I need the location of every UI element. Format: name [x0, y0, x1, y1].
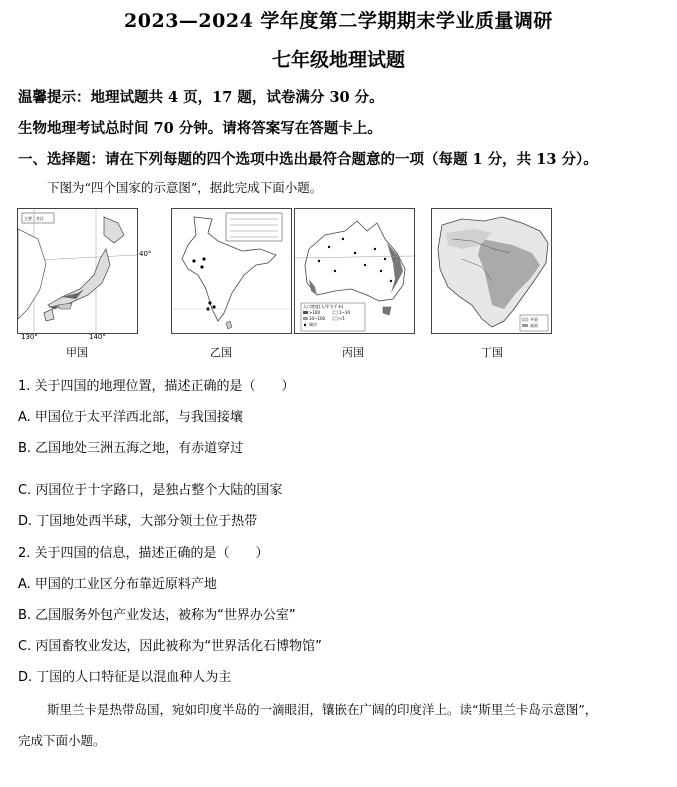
map-jia-coord-40: 40° [139, 250, 152, 258]
question-2-option-d: D. 丁国的人口特征是以混血种人为主 [18, 670, 232, 685]
notice-line-2: 生物地理考试总时间 70 分钟。请将答案写在答题卡上。 [18, 120, 382, 137]
question-1-option-d: D. 丁国地处西半球，大部分领土位于热带 [18, 514, 258, 529]
question-2-option-a: A. 甲国的工业区分布靠近原料产地 [18, 577, 217, 592]
map-ding-label: 丁国 [481, 346, 503, 359]
map-jia-coord-140: 140° [89, 333, 106, 341]
question-1-option-c: C. 丙国位于十字路口，是独占整个大陆的国家 [18, 483, 283, 498]
map-jia-legend: 主要工业区 [24, 216, 44, 221]
map-bing-legend-title: 人口密度(人/平方千米) [303, 304, 344, 309]
map-bing-legend-item: 城市 [309, 322, 317, 327]
map-bing-legend-item: <1 [339, 316, 345, 321]
question-2-option-b: B. 乙国服务外包产业发达，被称为“世界办公室” [18, 608, 296, 623]
section-heading: 一、选择题：请在下列每题的四个选项中选出最符合题意的一项（每题 1 分，共 13 分）。 [18, 151, 598, 168]
question-2-option-c: C. 丙国畜牧业发达，因此被称为“世界活化石博物馆” [18, 639, 322, 654]
figure-intro: 下图为“四个国家的示意图”，据此完成下面小题。 [47, 180, 323, 195]
map-yi-label: 乙国 [210, 346, 232, 359]
map-ding-legend-plain: 平原 [530, 317, 538, 322]
map-jia-coord-130: 130° [21, 333, 38, 341]
passage-line-1: 斯里兰卡是热带岛国，宛如印度半岛的一滴眼泪，镶嵌在广阔的印度洋上。读“斯里兰卡岛示意图”， [47, 702, 598, 717]
passage-line-2: 完成下面小题。 [18, 733, 106, 748]
map-bing [294, 208, 415, 334]
page-subtitle: 七年级地理试题 [271, 49, 405, 71]
map-bing-legend-item: 1~10 [339, 310, 350, 315]
question-2-stem: 2. 关于四国的信息，描述正确的是（ ） [18, 546, 269, 561]
question-1-option-b: B. 乙国地处三洲五海之地，有赤道穿过 [18, 441, 244, 456]
map-ding-legend-plateau: 高原 [530, 323, 538, 328]
question-1-stem: 1. 关于四国的地理位置，描述正确的是（ ） [18, 379, 295, 394]
page-title: 2023—2024 学年度第二学期期末学业质量调研 [124, 10, 553, 32]
map-ding [431, 208, 552, 334]
map-bing-label: 丙国 [342, 346, 364, 359]
notice-line-1: 温馨提示：地理试题共 4 页，17 题，试卷满分 30 分。 [18, 89, 384, 106]
map-yi [171, 208, 292, 334]
question-1-option-a: A. 甲国位于太平洋西北部，与我国接壤 [18, 410, 243, 425]
map-bing-legend-item: 10~100 [309, 316, 326, 321]
map-jia [17, 208, 138, 334]
map-jia-label: 甲国 [66, 346, 88, 359]
map-bing-legend-item: >100 [309, 310, 320, 315]
four-countries-figure [17, 208, 657, 358]
